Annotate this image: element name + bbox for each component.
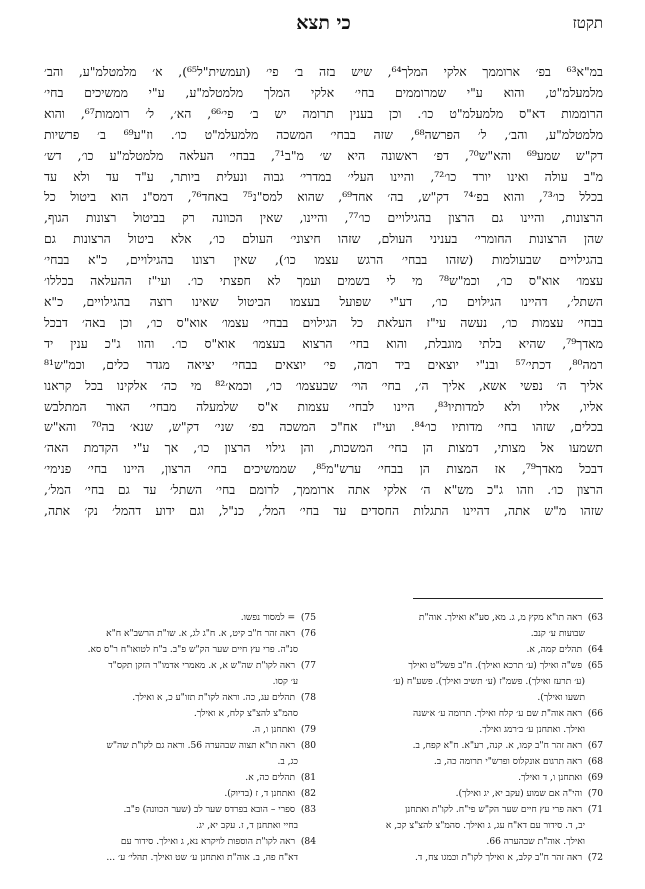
footnote-divider (413, 598, 603, 599)
footnote (44, 818, 316, 834)
body-text (44, 62, 603, 522)
footnote-text: ראה לקו"ת הוספות לויקרא נא, ג ואילך. סידור עם (120, 837, 296, 847)
body-line: מלמטלמ"ע, והב׳, ל׳ הפרשה⁶⁸, שזה בבחי׳ המשכה מלמעלמ"ט כו׳. וז"ע⁶⁹ ב׳ פרשיות (44, 126, 603, 142)
footnote-text: ואתחנן ד, ז (בדיוק). (224, 789, 296, 799)
body-line: הרוממות דא"ס מלמעלמ"ט כו׳. וכן בענין תרומה יש ב׳ פי׳⁶⁶, הא׳, ל׳ רוממות⁶⁷, והוא (44, 105, 603, 121)
footnote-number: 68) (587, 757, 603, 767)
footnote (44, 626, 316, 642)
footnote-text: יב, ד. סידור עם דא"ח עג, ג ואילך. סהמ"צ להצ"צ קכ, א (385, 821, 585, 831)
footnote-text: תהלים קמה, א. (526, 645, 583, 655)
footnote-number: 70) (587, 789, 603, 799)
footnote-text: ראה אוה"ת שם ע׳ קלח ואילך. תרומה ע׳ א׳שנה (413, 709, 583, 719)
footnote-text: סנ"ה. פרי עץ חיים שער הק"ש פ"ב. ב"ח לטואו"ח ר"ס סא. (87, 645, 298, 655)
body-line: מלמעלמ"ט, והוא ע"י שמרוממים בחי׳ אלקי המלך מלמטלמ"ע, ע"י ממשיכים בחי׳ (44, 84, 603, 100)
footnote-text: כג, ב. (277, 757, 298, 767)
footnote (331, 642, 603, 658)
body-line: דק"ש שמע⁶⁹ והא"ש⁷⁰, דפ׳ ראשונה היא ש׳ מ"ב⁷¹, בבחי׳ העלאה מלמטלמ"ע כו׳, דש׳ (44, 147, 603, 163)
footnote-text: ראה זהר ח"ב קלב, א ואילך לקו"ת וכמגו צח, ד. (415, 853, 583, 863)
footnote (331, 786, 603, 802)
footnote (44, 722, 316, 738)
footnote (331, 738, 603, 754)
running-title: כי תצא (296, 12, 351, 34)
footnote-text: ראה לקו"ת שה"ש א, א. מאמרי אדמו"ר הזקן תקס"ד (108, 661, 296, 671)
body-line: בכלל כו׳⁷³, והוא בפ׳⁷⁴ דק"ש, בה׳ אחד⁶⁹, שהוא למס"נ⁷⁵ באחד⁷⁶, דמס"נ הוא ביטול כל (44, 189, 603, 205)
body-line: שזהו מ"ש אתה, דהיינו התגלות החסדים עד בחי׳ המל׳, כנ"ל, וגם ידוע דהמל׳ נק׳ אתה, (44, 503, 603, 519)
page-header (44, 12, 603, 38)
footnote (44, 786, 316, 802)
footnote-text: שבועות ע׳ קנב. (530, 629, 585, 639)
footnote-text: ראה תו"א תצוה שבהערה 56. וראה גם לקו"ת שה"ש (106, 741, 296, 751)
footnote (331, 754, 603, 770)
footnote-number: 81) (300, 773, 316, 783)
footnote-number: 72) (587, 853, 603, 863)
footnote (331, 722, 603, 738)
footnote (331, 610, 603, 626)
footnote-text: ואתחנן ו, ד ואילך. (518, 773, 583, 783)
body-line: תשמעו אל מצותי, דמצות הן בחי׳ המשכות, והן גילוי הרצון כו׳, אך ע"י הקדמת האה׳ (44, 440, 603, 456)
body-line: אליו, אליו ולא למדותיו⁸³, היינו לבחי׳ עצמות א"ס שלמעלה מבחי׳ האור המתלבש (44, 398, 603, 414)
footnote (44, 642, 316, 658)
footnote (331, 850, 603, 866)
footnote (44, 850, 316, 866)
footnote-text: ראה תרגום אונקלוס ופרש"י תרומה כה, ב. (433, 757, 583, 767)
footnote (44, 770, 316, 786)
footnotes-right-column (331, 610, 603, 866)
footnote (331, 834, 603, 850)
footnote-text: ואילך. ואתחנן ע׳ ב׳רמג ואילך. (479, 725, 585, 735)
footnote-text: פש"ה ואילך (ע׳ תרכא ואילך). ח"ב פשל"ט ואילך (408, 661, 583, 671)
footnote-number: 82) (300, 789, 316, 799)
footnote-text: סהמ"צ להצ"צ קלח, א ואילך. (193, 709, 298, 719)
footnote-text: בחיי ואתחנן ד, ז. עקב יא, יג. (196, 821, 298, 831)
body-line: במ"א⁶³ בפ׳ ארוממך אלקי המלך⁶⁴, שיש בזה ב׳ פי׳ (ועמשית"ל⁶⁵), א׳ מלמטלמ"ע, והב׳ (44, 64, 603, 79)
body-line: הרצון כו׳. וזהו ג"כ מש"א ה׳ אלקי אתה ארוממך, לרומם בחי׳ השתל׳ עד גם בחי׳ המל׳, (44, 482, 603, 498)
footnote (331, 706, 603, 722)
footnote-number: 84) (300, 837, 316, 847)
footnote-number: 71) (587, 805, 603, 815)
footnotes (44, 610, 603, 889)
footnote (44, 690, 316, 706)
footnote-number: 75) (300, 613, 316, 623)
footnote-text: והי"ה אם שמוע (עקב יא, יג ואילך). (455, 789, 583, 799)
body-line: מאדך⁷⁹, שהיא בלתי מוגבלת, והוא בחי׳ הרצוא בעצמו׳ אוא"ס כו׳. והוו ג"כ ענין יד (44, 335, 603, 351)
footnote-text: תשעו ואילך). (537, 693, 585, 703)
body-line: מ"ב עולה ואינו יורד כו׳⁷², והיינו העלי׳ במדרי׳ גבוה ונעלית ביותר, ע"ד עד ולא עד (44, 168, 603, 184)
footnote (331, 770, 603, 786)
footnote-text: ואתחנן ו, ה. (251, 725, 296, 735)
footnote-text: ראה תו"א מקץ מ, ג. מא, סע"א ואילך. אוה"ת (418, 613, 583, 623)
footnote-text: ראה זהר ח"ב קמו, א. קנה, רע"א. ח"א קפח, ב. (412, 741, 583, 751)
footnote-number: 66) (587, 709, 603, 719)
footnote (331, 690, 603, 706)
footnote-text: ספרי – הובא בפרדס שער לב (שער הכוונה) פ"ב. (123, 805, 296, 815)
footnote (331, 674, 603, 690)
footnote (331, 818, 603, 834)
footnote-number: 79) (300, 725, 316, 735)
footnotes-left-column (44, 610, 316, 866)
body-line: השתל׳, דהיינו הגילוים כו׳, דע"י שפועל בעצמו הביטול שאינו רוצה בהגילויים, כ"א (44, 293, 603, 309)
body-line: דבכל מאדך⁷⁹, אז המצות הן בבחי׳ ערש"מ⁸⁵, שממשיכים בחי׳ הרצון, היינו בחי׳ פנימי׳ (44, 461, 603, 477)
footnote (44, 610, 316, 626)
footnote-text: ראה זהר ח"ב קיט, א. ח"ג לג, א. שו"ת הרשב"א ח"א (106, 629, 296, 639)
footnote-number: 67) (587, 741, 603, 751)
footnote-text: (ע׳ תרעז ואילך). פשמ"ז (ע׳ תשיב ואילך). פשע"ח (ע׳ (393, 677, 585, 687)
footnote (44, 658, 316, 674)
footnote (44, 674, 316, 690)
footnote-number: 76) (300, 629, 316, 639)
footnote (44, 802, 316, 818)
page-number: תקטז (572, 14, 603, 32)
body-line: אליך ה׳ נפשי אשא, אליך ה׳, בחי׳ הוי׳ שבעצמו׳ כו׳, וכמא׳⁸² מי כה׳ אלקינו בכל קראנו (44, 377, 603, 393)
footnote-number: 78) (300, 693, 316, 703)
footnote-text: ע׳ קסו. (272, 677, 298, 687)
body-line: עצמו׳ אוא"ס כו׳, וכמ"ש⁷⁸ מי לי בשמים ועמך לא חפצתי כו׳. ועי"ז ההעלאה בכללו׳ (44, 273, 603, 289)
footnote-number: 64) (587, 645, 603, 655)
body-line: בכלים, שזהו בחי׳ מדותיו כו׳⁸⁴. ועי"ז אח"כ המשכה בפ׳ שני׳ דק"ש, שנא׳ בה⁷⁰ והא"ש (44, 419, 603, 435)
footnote (44, 706, 316, 722)
footnote-text: תהלים עג, כה. וראה לקו"ת תזו"ע כ, א ואילך. (132, 693, 296, 703)
footnote-number: 80) (300, 741, 316, 751)
footnote (44, 834, 316, 850)
footnote-number: 77) (300, 661, 316, 671)
footnote-text: תהלים כה, א. (245, 773, 296, 783)
body-line: בבחי׳ עצמות כו׳, נעשה עי"ז העלאת כל הגילוים בבחי׳ עצמו׳ אוא"ס כו׳, וכן באה׳ דבכל (44, 314, 603, 330)
footnote-text: ואילך. אוה"ת שבהערה 66. (486, 837, 585, 847)
body-line: שהן הרצונות החומרי׳ בעניני העולם, שזהו חיצוני׳ העולם כו׳, אלא ביטול הרצונות גם (44, 231, 603, 247)
footnote (331, 626, 603, 642)
footnote-number: 65) (587, 661, 603, 671)
footnote (44, 738, 316, 754)
footnote-number: 63) (587, 613, 603, 623)
footnote-text: ראה פרי עץ חיים שער הק"ש פי"ח. לקו"ת ואתחנן (404, 805, 583, 815)
body-line: הרצונות, והיינו גם הרצון בהגילויים כו׳⁷⁷, והיינו, שאין הכוונה רק בביטול רצונות הגוף, (44, 210, 603, 226)
footnote (331, 802, 603, 818)
footnote (331, 658, 603, 674)
footnote (44, 754, 316, 770)
body-line: רמה⁸⁰, דכתי׳⁵⁷ ובנ"י יוצאים ביד רמה, פי׳ יוצאים בבחי׳ יציאה מגדר כלים, וכמ"ש⁸¹ (44, 356, 603, 372)
footnote-text: = למסור נפשו. (240, 613, 296, 623)
footnote-number: 83) (300, 805, 316, 815)
footnote-number: 69) (587, 773, 603, 783)
body-line: בהגילויים שבעולמות (שזהו בבחי׳ הרגש עצמו כו׳), שאין רצונו בהגילויים, כ"א בבחי׳ (44, 252, 603, 268)
footnote-text: דא"ח פה, ב. אוה"ת ואתחנן ע׳ שט ואילך. תהלי׳ ע׳ ... (106, 853, 298, 863)
